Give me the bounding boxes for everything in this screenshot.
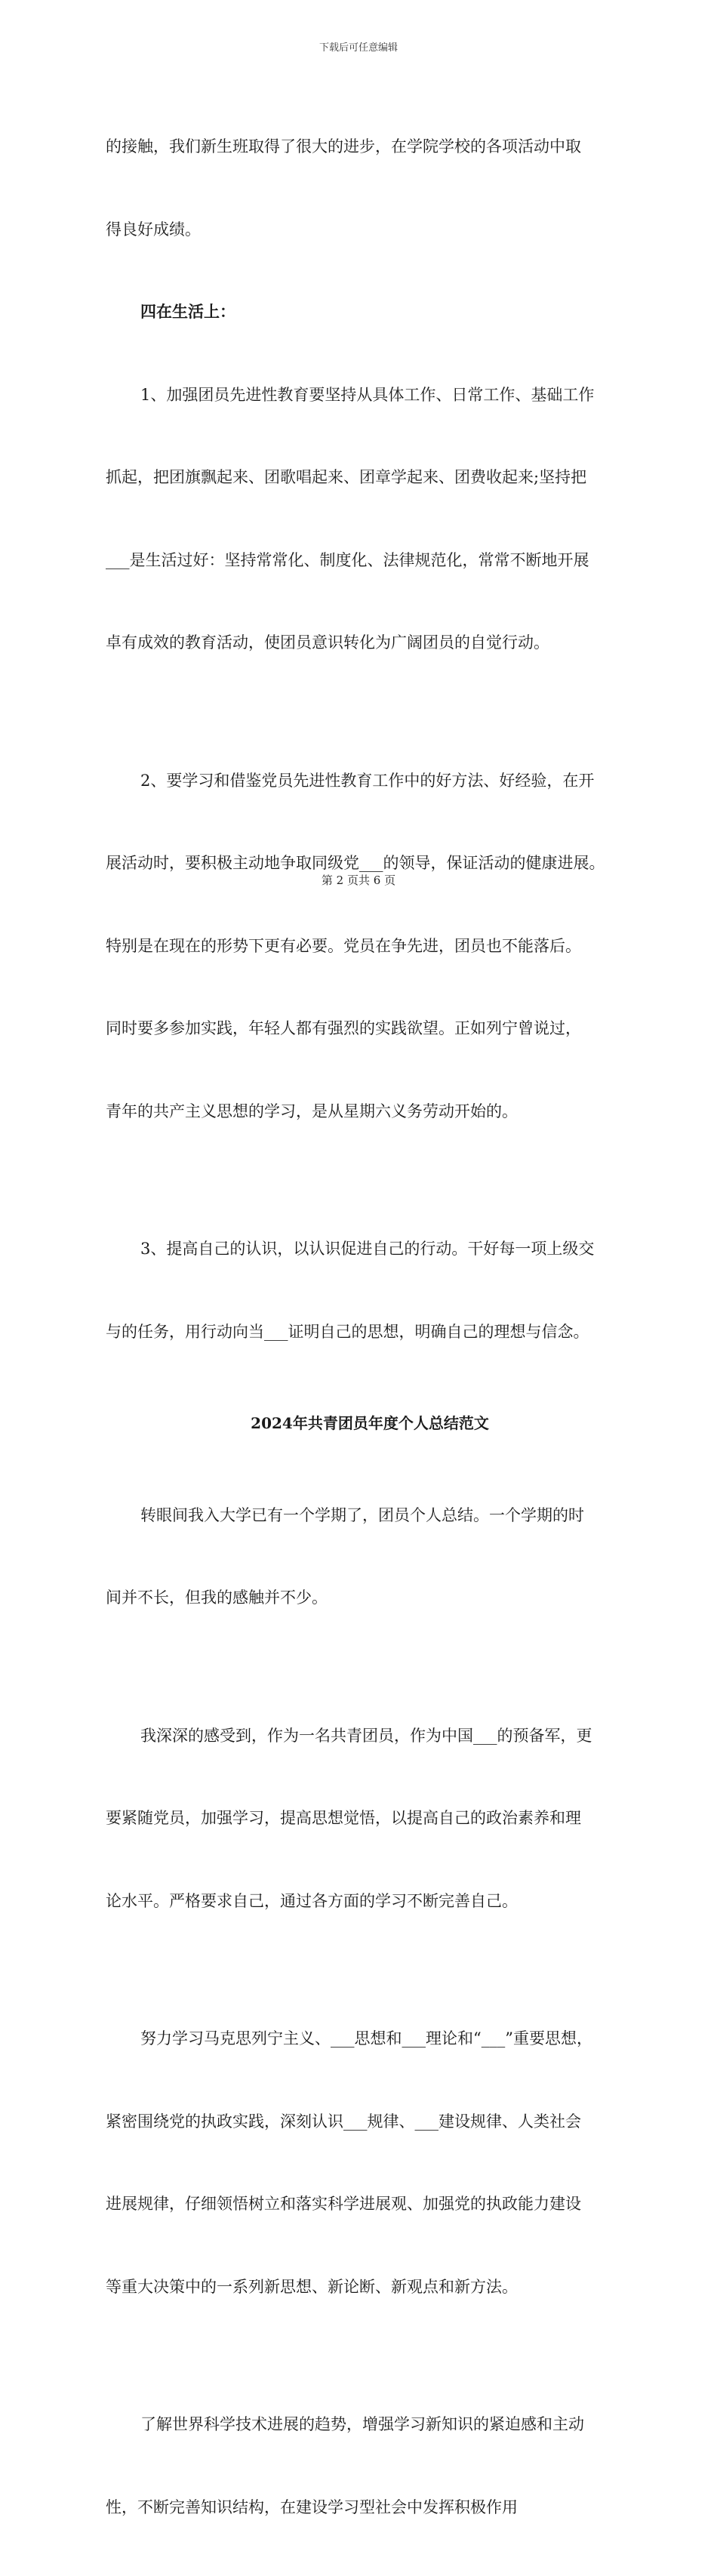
text-line: 进展规律，仔细领悟树立和落实科学进展观、加强党的执政能力建设: [106, 2195, 581, 2213]
text-line: 特别是在现在的形势下更有必要。党员在争先进，团员也不能落后。: [106, 936, 581, 955]
list-item-1: [106, 326, 619, 712]
page-header: 下载后可任意编辑: [318, 42, 398, 54]
text-line: 转眼间我入大学已有一个学期了，团员个人总结。一个学期的时: [140, 1505, 584, 1524]
text-line: 要紧随党员，加强学习，提高思想觉悟，以提高自己的政治素养和理: [106, 1809, 581, 1827]
text-line: 紧密围绕党的执政实践，深刻认识___规律、___建设规律、人类社会: [106, 2112, 581, 2131]
text-line: 青年的共产主义思想的学习，是从星期六义务劳动开始的。: [106, 1102, 518, 1120]
list-item-3: [106, 1180, 619, 1400]
document-body: [106, 78, 619, 2576]
list-item-2: [106, 712, 619, 1181]
text-line: 2、要学习和借鉴党员先进性教育工作中的好方法、好经验，在开: [140, 771, 595, 790]
text-line: 努力学习马克思列宁主义、___思想和___理论和“___”重要思想，: [140, 2029, 592, 2048]
text-line: 展活动时，要积极主动地争取同级党___的领导，保证活动的健康进展。: [106, 854, 605, 872]
text-line: 性，不断完善知识结构，在建设学习型社会中发挥积极作用: [106, 2497, 518, 2516]
article-title: 2024年共青团员年度个人总结范文: [251, 1414, 489, 1432]
article-paragraph-3: [106, 1970, 619, 2356]
article-paragraph-4: [106, 2356, 619, 2576]
text-line: 与的任务，用行动向当___证明自己的思想，明确自己的理想与信念。: [106, 1322, 589, 1341]
text-line: 3、提高自己的认识，以认识促进自己的行动。干好每一项上级交: [140, 1240, 595, 1258]
text-line: ___是生活过好：坚持常常化、制度化、法律规范化，常常不断地开展: [106, 550, 589, 569]
page-footer: 第 2 页共 6 页: [321, 874, 396, 887]
article-paragraph-2: [106, 1667, 619, 1971]
text-line: 等重大决策中的一系列新思想、新论断、新观点和新方法。: [106, 2277, 518, 2296]
text-line: 1、加强团员先进性教育要坚持从具体工作、日常工作、基础工作: [140, 385, 595, 404]
text-line: 我深深的感受到，作为一名共青团员，作为中国___的预备军，更: [140, 1726, 592, 1745]
section-heading: 四在生活上：: [140, 302, 235, 321]
text-line: 抓起，把团旗飘起来、团歌唱起来、团章学起来、团费收起来;坚持把: [106, 468, 587, 486]
text-line: 得良好成绩。: [106, 220, 201, 239]
article-paragraph-1: [106, 1447, 619, 1667]
text-line: 同时要多参加实践，年轻人都有强烈的实践欲望。正如列宁曾说过，: [106, 1019, 581, 1037]
text-line: 间并不长，但我的感触并不少。: [106, 1588, 328, 1607]
text-line: 卓有成效的教育活动，使团员意识转化为广阔团员的自觉行动。: [106, 633, 549, 652]
text-line: 论水平。严格要求自己，通过各方面的学习不断完善自己。: [106, 1891, 518, 1910]
text-line: 的接触，我们新生班取得了很大的进步，在学院学校的各项活动中取: [106, 137, 581, 156]
paragraph-continuation: [106, 78, 619, 298]
text-line: 了解世界科学技术进展的趋势，增强学习新知识的紧迫感和主动: [140, 2415, 584, 2433]
